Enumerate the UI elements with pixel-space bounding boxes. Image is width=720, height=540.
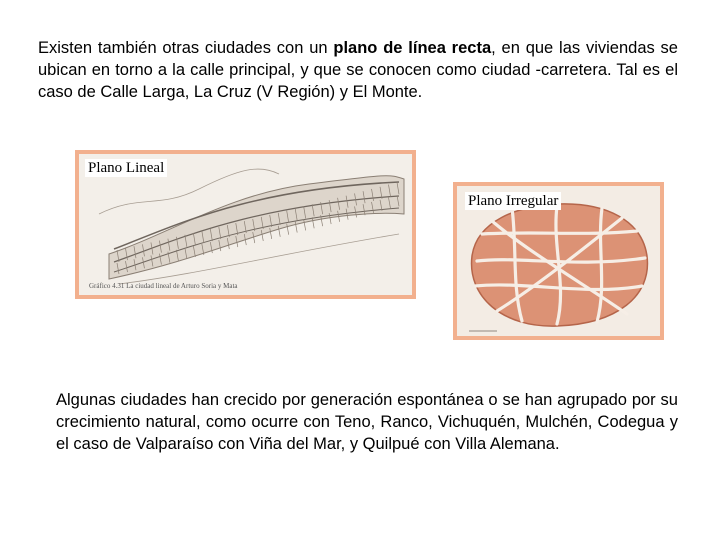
linear-plan-figure: [75, 150, 416, 299]
linear-plan-caption: Plano Lineal: [85, 159, 167, 177]
irregular-plan-figure: [453, 182, 664, 340]
intro-bold-term: plano de línea recta: [333, 39, 492, 57]
intro-text-start: Existen también otras ciudades con un: [38, 39, 334, 57]
irregular-plan-caption: Plano Irregular: [465, 192, 561, 210]
linear-plan-figure-note: Gráfico 4.31 La ciudad lineal de Arturo Soria y Mata: [89, 282, 238, 290]
intro-paragraph: [38, 37, 678, 103]
intro-text-end: , en que las viviendas se ubican en torno a la calle principal, y que se conocen como ciudad -carretera. Tal es el caso de Calle Larga, La Cruz (V Región) y El Monte.: [38, 39, 678, 101]
closing-paragraph: Algunas ciudades han crecido por generación espontánea o se han agrupado por su crecimiento natural, como ocurre con Teno, Ranco, Vichuquén, Mulchén, Codegua y el caso de Valparaíso con Viña del Mar, y Quilpué con Villa Alemana.: [56, 391, 678, 453]
